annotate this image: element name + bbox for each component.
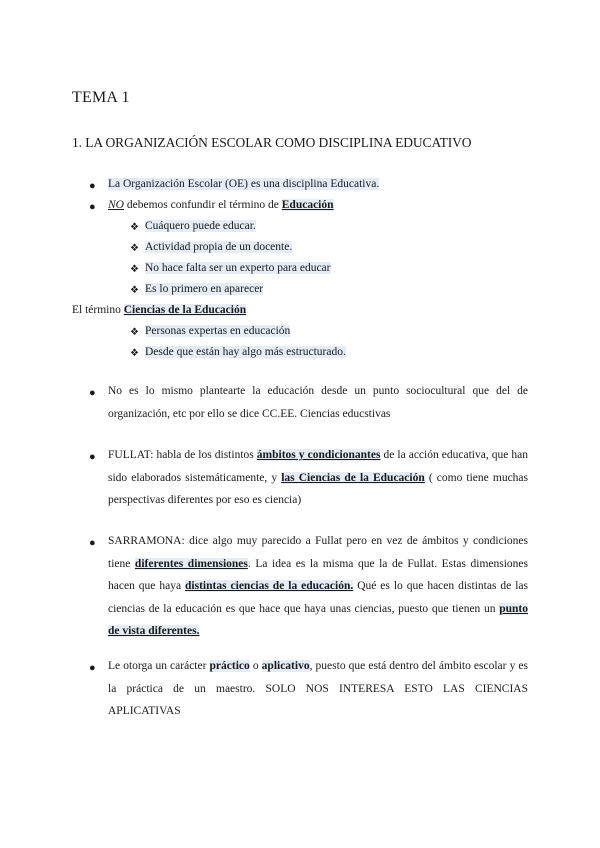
bullet-icon: ● (89, 662, 96, 674)
bullet-icon: ● (89, 387, 96, 399)
sub-list-item: Actividad propia de un docente. (145, 241, 293, 253)
bold-term: práctico (209, 660, 250, 672)
bullet-icon: ● (89, 180, 96, 192)
bold-term: distintas ciencias de la educación. (185, 580, 354, 592)
sub-list-item: Desde que están hay algo más estructurado. (145, 346, 346, 358)
sub-list-item: No hace falta ser un experto para educar (145, 262, 331, 274)
section-title: 1. LA ORGANIZACIÓN ESCOLAR COMO DISCIPLINA EDUCATIVO (72, 135, 472, 150)
bullet-icon: ● (89, 537, 96, 549)
paragraph-aplicativo: Le otorga un carácter práctico o aplicativo, puesto que está dentro del ámbito escolar y es la práctica de un maestro. SOLO NOS INTERESA ESTO LAS CIENCIAS APLICATIVAS (108, 660, 528, 717)
bullet-item (108, 178, 379, 190)
bold-term: punto de vista diferentes. (108, 602, 528, 637)
bullet-item (108, 199, 334, 211)
sub-list-item: Es lo primero en aparecer (145, 283, 264, 295)
paragraph-fullat: FULLAT: habla de los distintos ámbitos y condicionantes de la acción educativa, que han sido elaborados sistemáticamente, y las Ciencias de la Educación ( como tiene muchas perspectivas diferentes por eso es ciencia) (108, 449, 528, 506)
bullet-text: La Organización Escolar (OE) es una disciplina Educativa. (108, 178, 380, 190)
bold-term: ámbitos y condicionantes (256, 449, 381, 461)
diamond-bullet-icon: ❖ (130, 243, 139, 254)
paragraph-cc-ee: No es lo mismo plantearte la educación desde un punto sociocultural que del de organización, etc por ello se dice CC.EE. Ciencias educstivas (108, 385, 528, 420)
sub-list-item: Personas expertas en educación (145, 325, 291, 337)
bullet-icon: ● (89, 201, 96, 213)
bold-term: aplicativo (261, 660, 310, 672)
diamond-bullet-icon: ❖ (130, 348, 139, 359)
bold-term: Ciencias de la Educación (123, 304, 247, 316)
sub-list-item: Cuáquero puede educar. (145, 220, 256, 232)
bold-term: las Ciencias de la Educación (281, 471, 425, 484)
page-title: TEMA 1 (72, 89, 130, 106)
bullet-icon: ● (89, 451, 96, 463)
diamond-bullet-icon: ❖ (130, 327, 139, 338)
emphasis-no: NO (108, 199, 124, 211)
diamond-bullet-icon: ❖ (130, 264, 139, 275)
bold-term: Educación (281, 199, 334, 211)
bold-term: diferentes dimensiones (134, 557, 248, 570)
diamond-bullet-icon: ❖ (130, 285, 139, 296)
term-line: El término Ciencias de la Educación (72, 304, 247, 316)
diamond-bullet-icon: ❖ (130, 222, 139, 233)
bullet-text: debemos confundir el término de (123, 199, 282, 211)
paragraph-sarramona: SARRAMONA: dice algo muy parecido a Fullat pero en vez de ámbitos y condiciones tiene diferentes dimensiones. La idea es la misma que la de Fullat. Estas dimensiones hacen que haya distintas ciencias de la educación. Qué es lo que hacen distintas de las ciencias de la educación es que hace que haya unas ciencias, puesto que tienen un punto de vista diferentes. (108, 535, 528, 637)
